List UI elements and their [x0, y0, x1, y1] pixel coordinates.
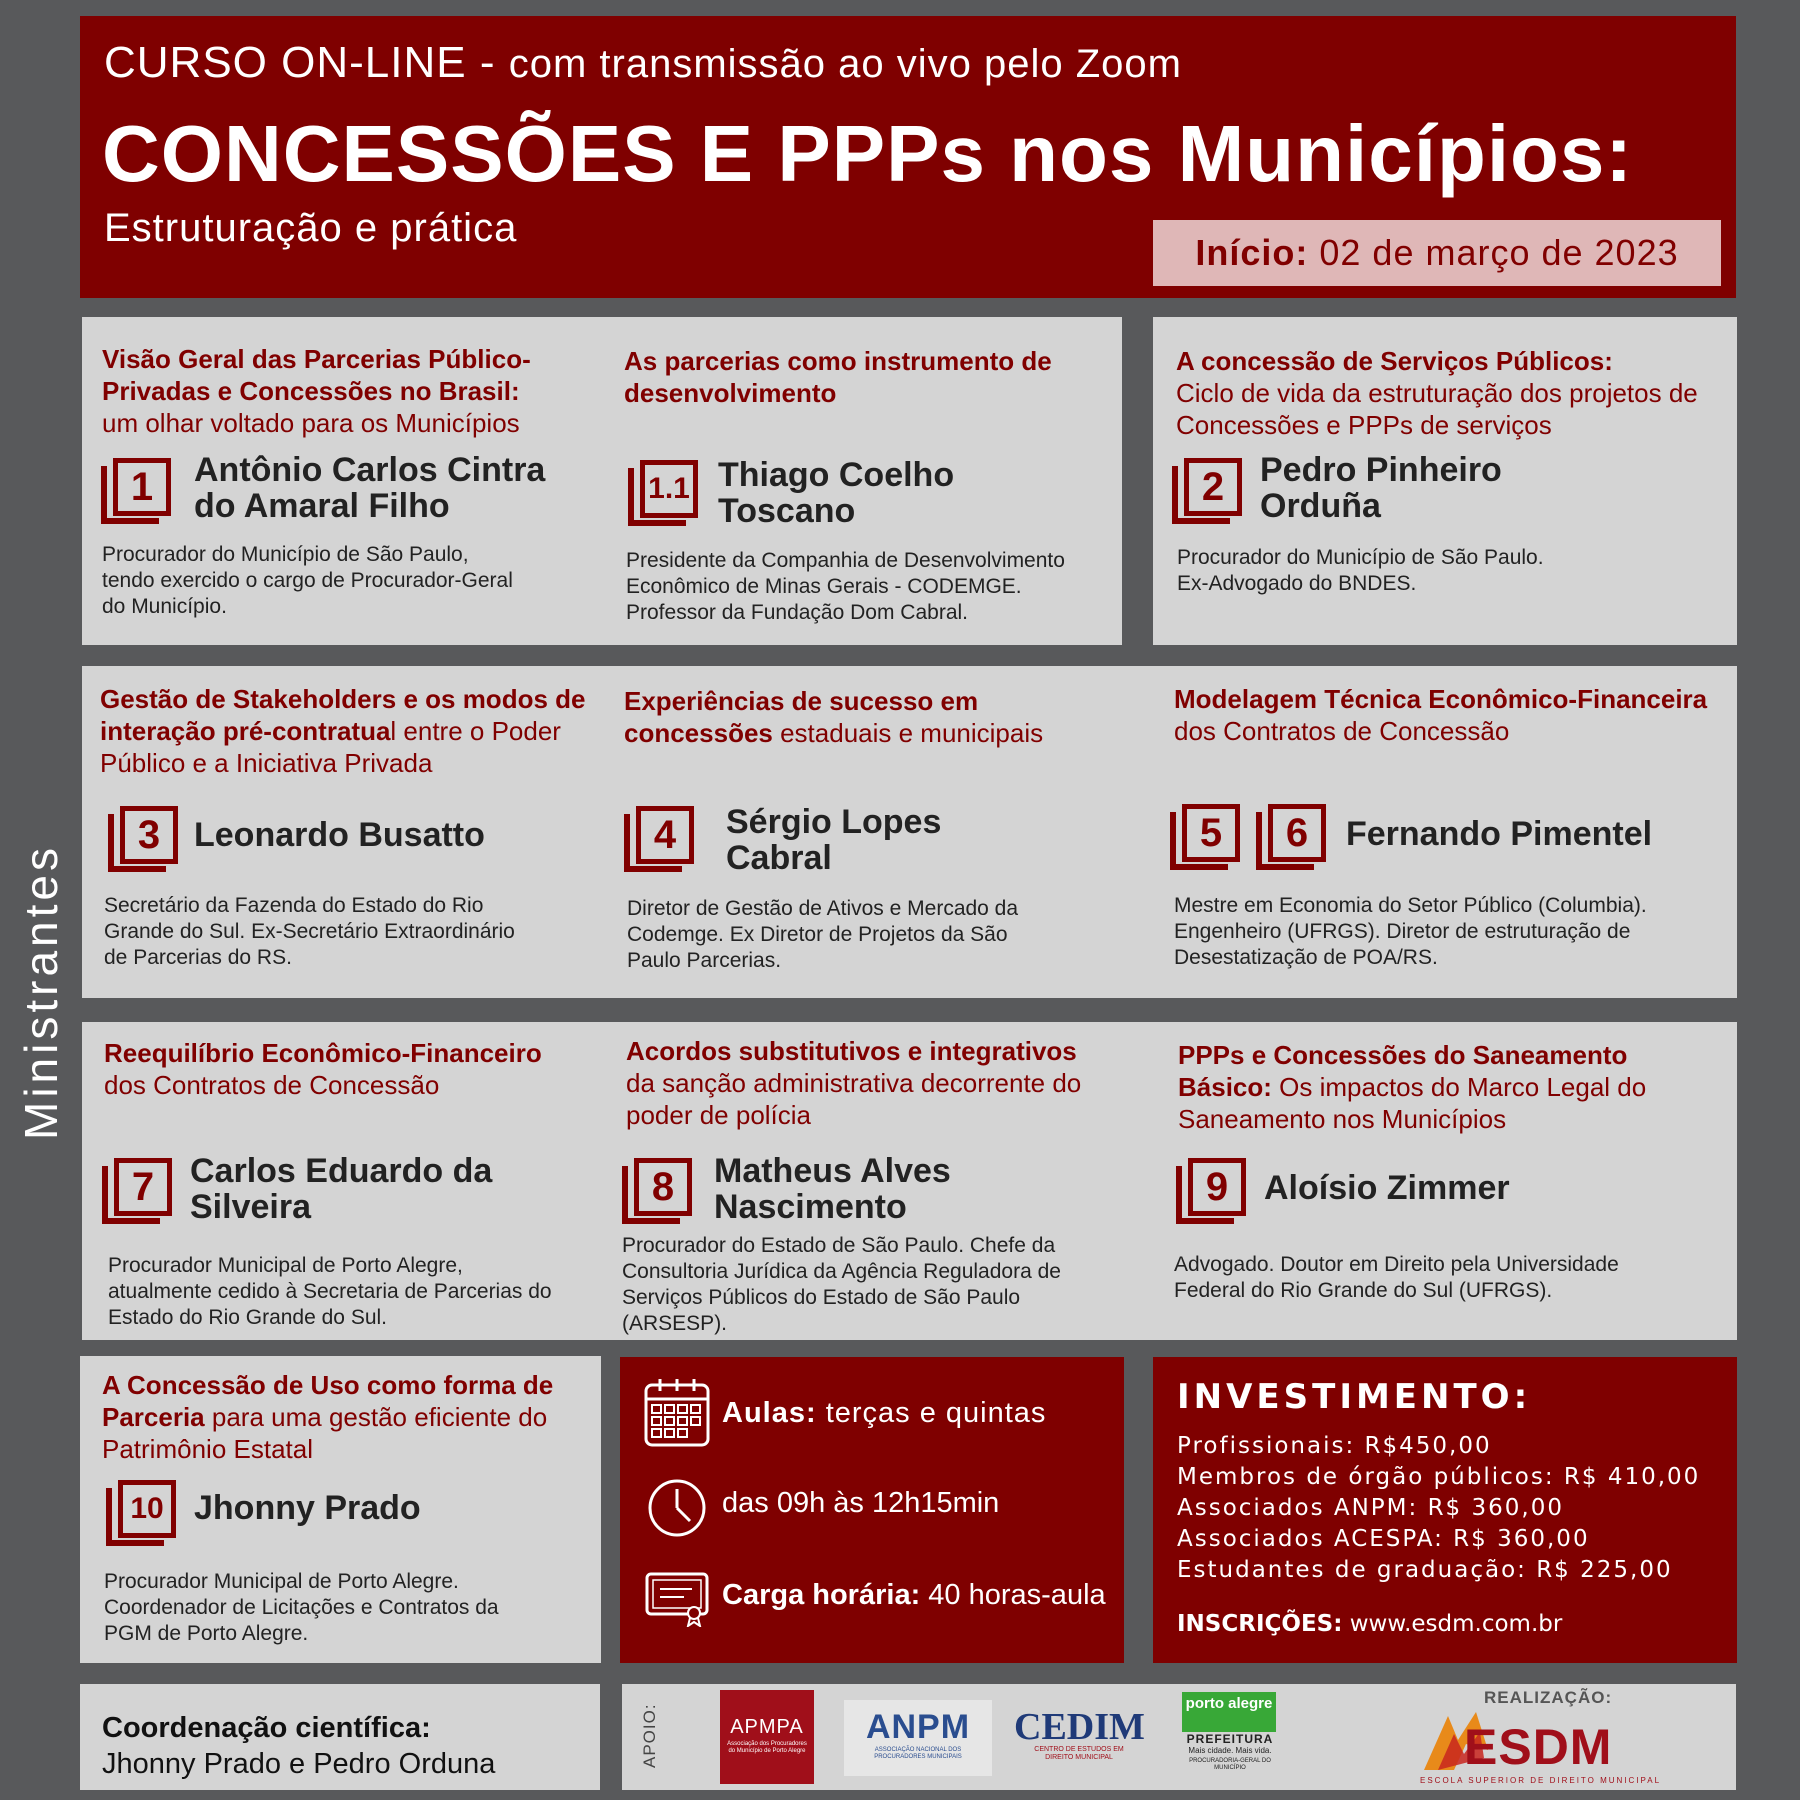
speaker-name-5-6: Fernando Pimentel: [1346, 815, 1653, 853]
esdm-logo: ESDM ESCOLA SUPERIOR DE DIREITO MUNICIPAL: [1418, 1710, 1632, 1786]
start-label: Início:: [1195, 232, 1309, 273]
header-banner: [80, 16, 1736, 298]
anpm-logo: ANPM ASSOCIAÇÃO NACIONAL DOS PROCURADORES MUNICIPAIS: [844, 1700, 992, 1776]
speaker-name-1-1: Thiago Coelho Toscano: [718, 456, 955, 530]
course-format: [104, 38, 1182, 88]
module-9-icon: 9: [1176, 1158, 1248, 1230]
speaker-name-9: Aloísio Zimmer: [1264, 1169, 1510, 1207]
price-line: Membros de órgão públicos: R$ 410,00: [1177, 1464, 1701, 1490]
price-line: Associados ANPM: R$ 360,00: [1177, 1495, 1564, 1521]
cedim-logo: CEDIM CENTRO DE ESTUDOS EM DIREITO MUNICIPAL: [1014, 1706, 1145, 1761]
speaker-name-7: Carlos Eduardo da Silveira: [190, 1152, 493, 1226]
class-days: Aulas: terças e quintas: [722, 1397, 1047, 1429]
speaker-name-2: Pedro Pinheiro Orduña: [1260, 451, 1502, 525]
class-time: das 09h às 12h15min: [722, 1487, 1000, 1519]
module-8-icon: 8: [622, 1158, 694, 1230]
topic-1: Visão Geral das Parcerias Público-Privadas e Concessões no Brasil: um olhar voltado para os Municípios: [102, 344, 531, 438]
course-load: Carga horária: 40 horas-aula: [722, 1579, 1106, 1611]
investment-title: INVESTIMENTO:: [1177, 1377, 1532, 1417]
module-4-icon: 4: [624, 806, 696, 878]
coordination-panel: [80, 1684, 600, 1790]
porto-alegre-logo: porto alegre PREFEITURA Mais cidade. Mais vida. PROCURADORIA-GERAL DO MUNICÍPIO: [1182, 1692, 1278, 1772]
registration-label: INSCRIÇÕES:: [1177, 1611, 1343, 1637]
registration-link[interactable]: www.esdm.com.br: [1349, 1611, 1563, 1637]
investment-panel: [1153, 1357, 1737, 1663]
page-title: CONCESSÕES E PPPs nos Municípios:: [102, 109, 1634, 198]
page-subtitle: Estruturação e prática: [104, 206, 518, 250]
start-date-box: [1153, 220, 1721, 286]
speaker-bio-1: Procurador do Município de São Paulo, tendo exercido o cargo de Procurador-Geral do Município.: [102, 543, 513, 618]
side-label: Ministrantes: [15, 844, 67, 1140]
module-7-icon: 7: [102, 1158, 174, 1230]
module-6-icon: 6: [1256, 804, 1328, 876]
speaker-bio-7: Procurador Municipal de Porto Alegre, atualmente cedido à Secretaria de Parcerias do Estado do Rio Grande do Sul.: [108, 1254, 552, 1329]
price-line: Estudantes de graduação: R$ 225,00: [1177, 1557, 1673, 1583]
clock-icon: [646, 1477, 708, 1539]
sponsors-panel: [622, 1684, 1736, 1790]
speaker-bio-1-1: Presidente da Companhia de Desenvolvimento Econômico de Minas Gerais - CODEMGE. Professor da Fundação Dom Cabral.: [626, 549, 1065, 624]
speaker-name-10: Jhonny Prado: [194, 1489, 421, 1527]
course-type: CURSO ON-LINE -: [104, 38, 496, 87]
speaker-bio-2: Procurador do Município de São Paulo. Ex-Advogado do BNDES.: [1177, 546, 1544, 595]
topic-4: Experiências de sucesso em concessões estaduais e municipais: [624, 686, 1044, 748]
module-5-icon: 5: [1170, 804, 1242, 876]
price-line: Profissionais: R$450,00: [1177, 1433, 1492, 1459]
topic-9: PPPs e Concessões do Saneamento Básico: Os impactos do Marco Legal do Saneamento nos Municípios: [1178, 1040, 1647, 1134]
schedule-panel: [620, 1357, 1124, 1663]
topic-8: Acordos substitutivos e integrativos da sanção administrativa decorrente do poder de polícia: [626, 1036, 1082, 1130]
apmpa-logo: APMPA Associação dos Procuradores do Município de Porto Alegre: [720, 1690, 814, 1784]
speaker-name-8: Matheus Alves Nascimento: [714, 1152, 951, 1226]
module-2-icon: 2: [1172, 458, 1244, 530]
topic-5-6: Modelagem Técnica Econômico-Financeira dos Contratos de Concessão: [1174, 684, 1708, 746]
coordination-label: Coordenação científica:: [102, 1712, 431, 1744]
speaker-bio-9: Advogado. Doutor em Direito pela Universidade Federal do Rio Grande do Sul (UFRGS).: [1174, 1253, 1619, 1302]
certificate-icon: [644, 1571, 710, 1627]
topic-1-1: As parcerias como instrumento de desenvolvimento: [624, 346, 1052, 408]
speaker-bio-4: Diretor de Gestão de Ativos e Mercado da Codemge. Ex Diretor de Projetos da São Paulo Parcerias.: [627, 897, 1019, 972]
speaker-name-4: Sérgio Lopes Cabral: [726, 803, 942, 877]
module-3-icon: 3: [108, 806, 180, 878]
topic-10: A Concessão de Uso como forma de Parceria para uma gestão eficiente do Patrimônio Estatal: [102, 1370, 554, 1464]
topic-7: Reequilíbrio Econômico-Financeiro dos Contratos de Concessão: [104, 1038, 542, 1100]
speaker-bio-3: Secretário da Fazenda do Estado do Rio Grande do Sul. Ex-Secretário Extraordinário de Parcerias do RS.: [104, 894, 515, 969]
module-10-icon: 10: [106, 1480, 178, 1552]
speaker-bio-8: Procurador do Estado de São Paulo. Chefe da Consultoria Jurídica da Agência Reguladora de Serviços Públicos do Estado de São Paulo (ARSESP).: [622, 1234, 1061, 1335]
topic-3: Gestão de Stakeholders e os modos de interação pré-contratual entre o Poder Público e a Iniciativa Privada: [100, 684, 586, 778]
calendar-icon: [642, 1377, 712, 1449]
course-transmission: com transmissão ao vivo pelo Zoom: [508, 42, 1182, 86]
start-date: 02 de março de 2023: [1319, 232, 1679, 273]
speaker-bio-10: Procurador Municipal de Porto Alegre. Coordenador de Licitações e Contratos da PGM de Porto Alegre.: [104, 1570, 499, 1645]
realizacao-label: REALIZAÇÃO:: [1484, 1688, 1613, 1707]
topic-2: A concessão de Serviços Públicos: Ciclo de vida da estruturação dos projetos de Concessões e PPPs de serviços: [1176, 346, 1698, 440]
apoio-label: APOIO:: [640, 1703, 659, 1768]
module-1-icon: 1: [101, 458, 173, 530]
speaker-bio-5-6: Mestre em Economia do Setor Público (Columbia). Engenheiro (UFRGS). Diretor de estruturação de Desestatização de POA/RS.: [1174, 894, 1647, 969]
price-line: Associados ACESPA: R$ 360,00: [1177, 1526, 1590, 1552]
coordination-names: Jhonny Prado e Pedro Orduna: [102, 1748, 496, 1780]
speaker-name-1: Antônio Carlos Cintra do Amaral Filho: [194, 451, 546, 525]
module-1-1-icon: 1.1: [628, 460, 700, 532]
registration: [1177, 1611, 1562, 1637]
speaker-name-3: Leonardo Busatto: [194, 816, 485, 854]
